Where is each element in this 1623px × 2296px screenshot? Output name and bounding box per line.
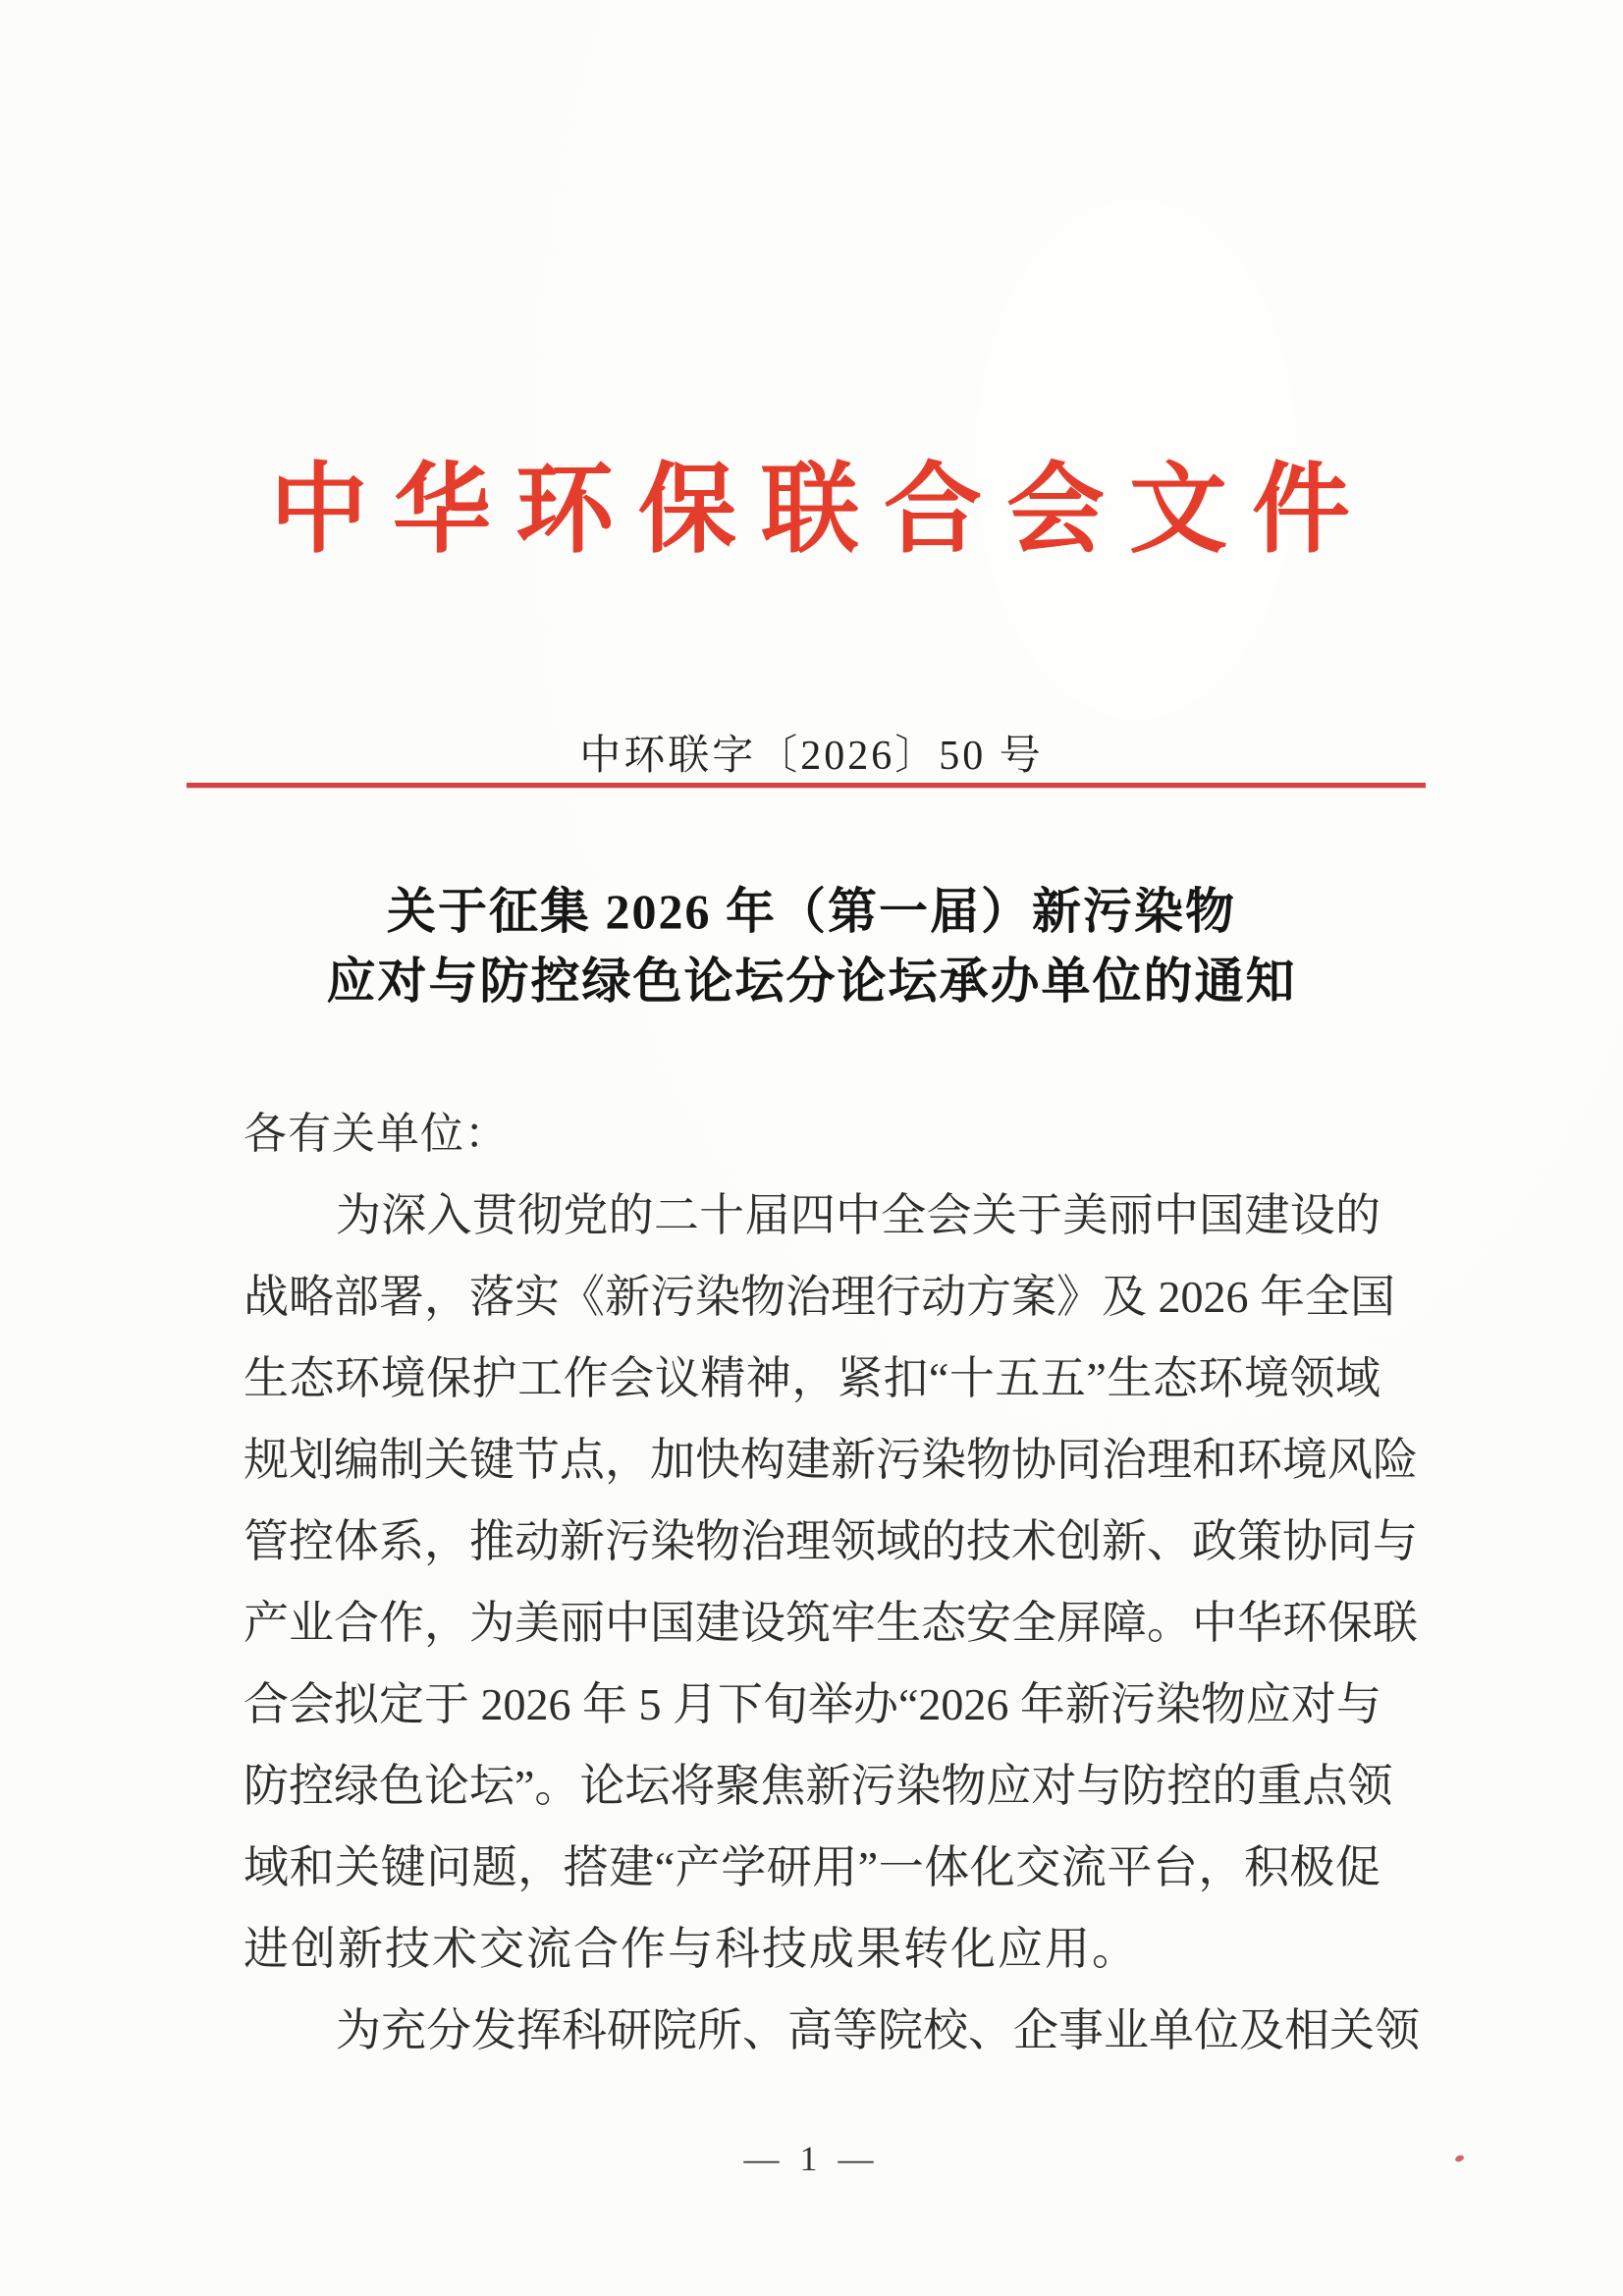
body-line: 合会拟定于 2026 年 5 月下旬举办“2026 年新污染物应对与 [243,1679,1381,1729]
body-line: 为深入贯彻党的二十届四中全会关于美丽中国建设的 [336,1190,1380,1240]
body-line: 防控绿色论坛”。论坛将聚焦新污染物应对与防控的重点领 [243,1761,1393,1811]
page-number: — 1 — [743,2139,880,2178]
doc-number: 中环联字〔2026〕50 号 [579,734,1044,779]
red-divider-rule [187,783,1426,788]
body-line: 进创新技术交流合作与科技成果转化应用。 [243,1924,1139,1974]
body-line: 规划编制关键节点，加快构建新污染物协同治理和环境风险 [243,1435,1418,1485]
body-line: 域和关键问题，搭建“产学研用”一体化交流平台，积极促 [243,1842,1380,1892]
body-line: 产业合作，为美丽中国建设筑牢生态安全屏障。中华环保联 [243,1598,1418,1648]
body-line: 管控体系，推动新污染物治理领域的技术创新、政策协同与 [243,1516,1418,1566]
body-line: 战略部署，落实《新污染物治理行动方案》及 2026 年全国 [243,1272,1395,1322]
notice-title-line1: 关于征集 2026 年（第一届）新污染物 [387,884,1236,939]
salutation: 各有关单位： [243,1110,509,1158]
notice-title [0,877,1623,1016]
body-line: 为充分发挥科研院所、高等院校、企事业单位及相关领 [336,2005,1420,2055]
notice-title-line2: 应对与防控绿色论坛分论坛承办单位的通知 [326,954,1297,1009]
body-text [243,1093,1420,2071]
org-header-title: 中华环保联合会文件 [270,456,1350,565]
body-line: 生态环境保护工作会议精神，紧扣“十五五”生态环境领域 [243,1353,1380,1403]
